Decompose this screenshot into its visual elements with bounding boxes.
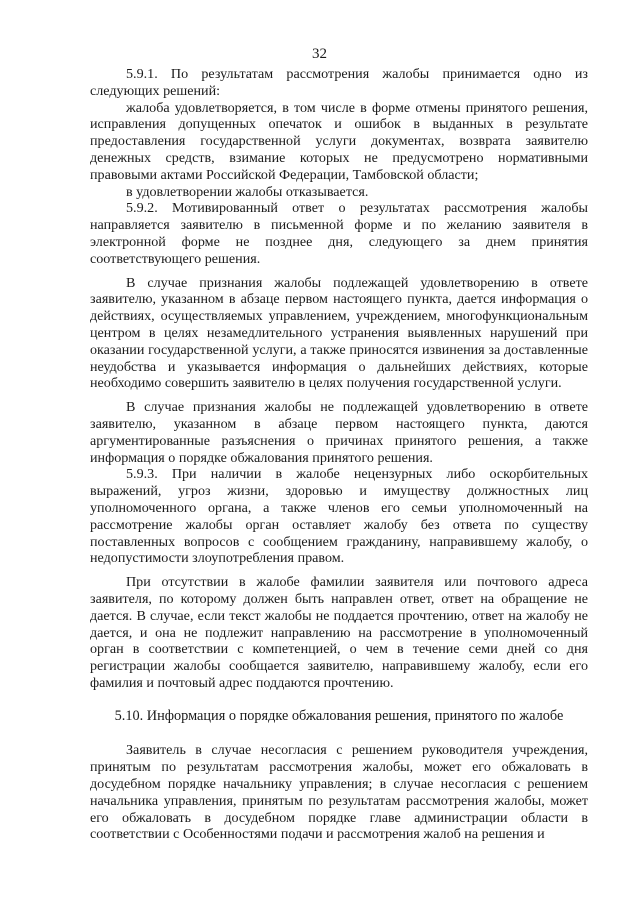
paragraph-complaint-refused: в удовлетворении жалобы отказывается.: [126, 183, 369, 200]
document-body: [90, 66, 588, 843]
paragraph-complaint-satisfied: жалоба удовлетворяется, в том числе в форме отмены принятого решения, исправления допущенных опечаток и ошибок в выданных в результате предоставления государственной услуги документах, возврата заявителю денежных средств, взимание которых не предусмотрено нормативными правовыми актами Российской Федерации, Тамбовской области;: [90, 99, 588, 183]
paragraph-5-9-1: 5.9.1. По результатам рассмотрения жалобы принимается одно из следующих решений:: [90, 66, 588, 99]
paragraph-satisfaction-case: В случае признания жалобы подлежащей удовлетворению в ответе заявителю, указанном в абзаце первом настоящего пункта, дается информация о действиях, осуществляемых управлением, учреждением, многофункциональным центром в целях незамедлительного устранения выявленных нарушений при оказании государственной услуги, а также приносятся извинения за доставленные неудобства и указывается информация о дальнейших действиях, которые необходимо совершить заявителю в целях получения государственной услуги.: [90, 274, 588, 392]
paragraph-5-9-3: 5.9.3. При наличии в жалобе нецензурных либо оскорбительных выражений, угроз жизни, здоровью и имуществу должностных лиц уполномоченного органа, а также членов его семьи уполномоченный на рассмотрение жалобы орган оставляет жалобу без ответа по существу поставленных вопросов с сообщением гражданину, направившему жалобу, о недопустимости злоупотребления правом.: [90, 466, 588, 567]
paragraph-missing-address: При отсутствии в жалобе фамилии заявителя или почтового адреса заявителя, по которому должен быть направлен ответ, ответ на обращение не дается. В случае, если текст жалобы не поддается прочтению, ответ на жалобу не дается, и она не подлежит направлению на рассмотрение в уполномоченный орган в соответствии с компетенцией, о чем в течение семи дней со дня регистрации жалобы сообщается заявителю, направившему жалобу, если его фамилия и почтовый адрес поддаются прочтению.: [90, 574, 588, 691]
section-heading-5-10: 5.10. Информация о порядке обжалования решения, принятого по жалобе: [114, 707, 564, 724]
paragraph-5-9-2: 5.9.2. Мотивированный ответ о результатах рассмотрения жалобы направляется заявителю в письменной форме и по желанию заявителя в электронной форме не позднее дня, следующего за днем принятия соответствующего решения.: [90, 200, 588, 267]
page-number: 32: [312, 46, 327, 62]
paragraph-refusal-case: В случае признания жалобы не подлежащей удовлетворению в ответе заявителю, указанном в абзаце первом настоящего пункта, даются аргументированные разъяснения о причинах принятого решения, а также информация о порядке обжалования принятого решения.: [90, 399, 588, 466]
paragraph-appeal-procedure: Заявитель в случае несогласия с решением руководителя учреждения, принятым по результатам рассмотрения жалобы, может его обжаловать в досудебном порядке начальнику управления; в случае несогласия с решением начальника управления, принятым по результатам рассмотрения жалобы, может его обжаловать в досудебном порядке главе администрации области в соответствии с Особенностями подачи и рассмотрения жалоб на решения и: [90, 742, 588, 843]
